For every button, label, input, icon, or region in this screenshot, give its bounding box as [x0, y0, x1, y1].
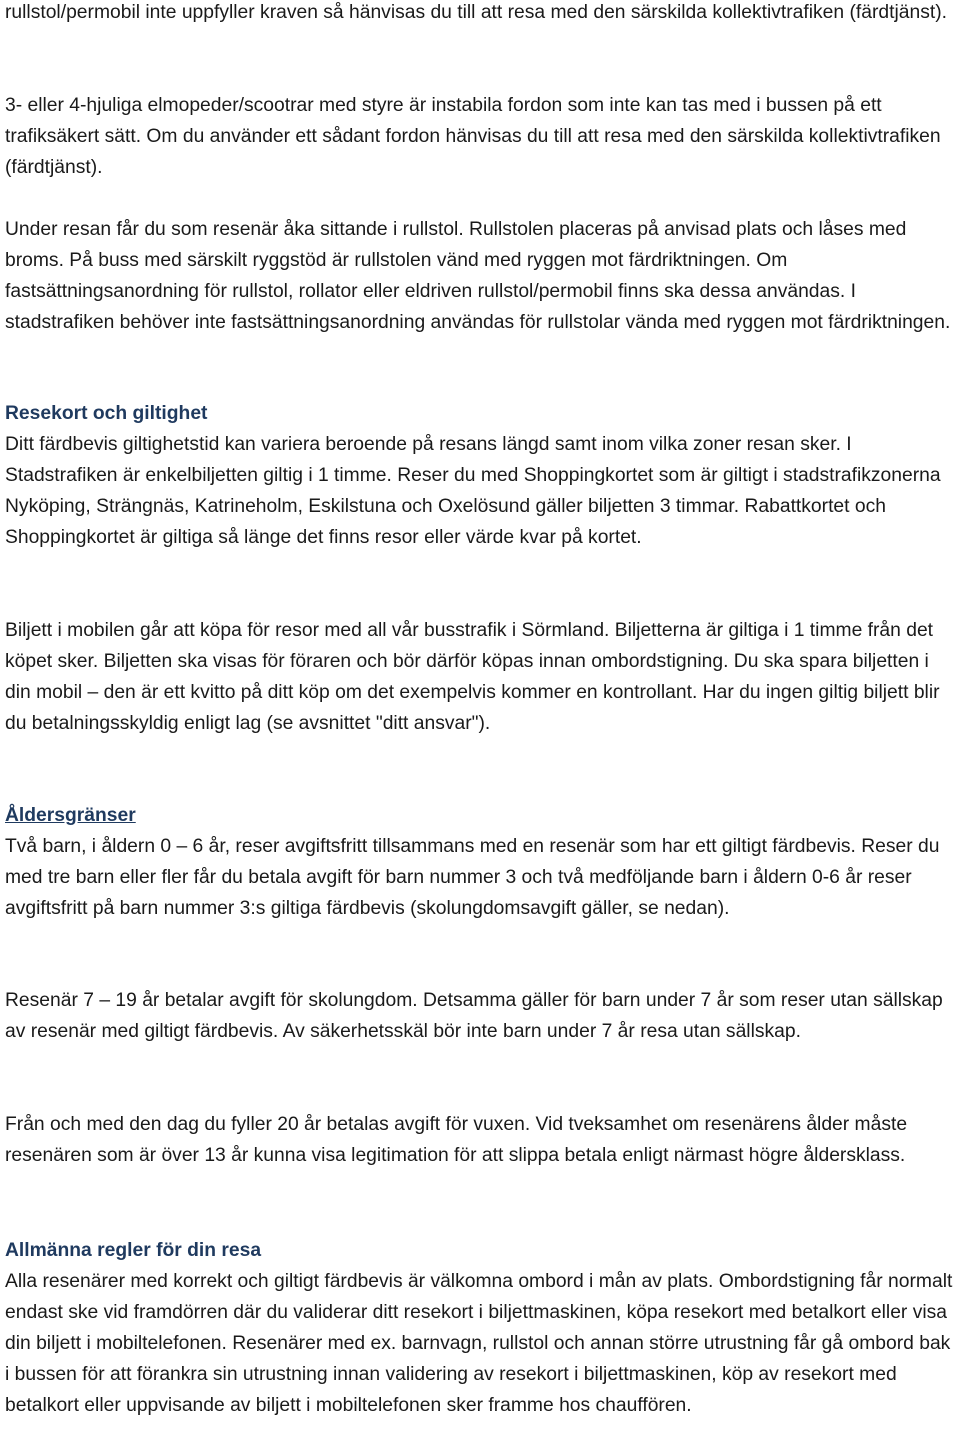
paragraph-mopeds-scooters: 3- eller 4-hjuliga elmopeder/scootrar med styre är instabila fordon som inte kan tas med i bussen på ett trafiksäkert sätt. Om du använder ett sådant fordon hänvisas du till att resa med den särskilda kollektivtrafiken (färdtjänst).: [5, 95, 941, 178]
paragraph-travel-in-wheelchair: Under resan får du som resenär åka sittande i rullstol. Rullstolen placeras på anvisad plats och låses med broms. På buss med särskilt ryggstöd är rullstolen vänd med ryggen mot färdriktningen. Om fastsättningsanordning för rullstol, rollator eller eldriven rullstol/permobil finns ska dessa användas. I stadstrafiken behöver inte fastsättningsanordning användas för rullstolar vända med ryggen mot färdriktningen.: [5, 219, 951, 333]
paragraph-adult-20: Från och med den dag du fyller 20 år betalas avgift för vuxen. Vid tveksamhet om resenärens ålder måste resenären som är över 13 år kunna visa legitimation för att slippa betala enligt närmast högre åldersklass.: [5, 1114, 908, 1166]
paragraph-wheelchair-requirements: rullstol/permobil inte uppfyller kraven så hänvisas du till att resa med den särskilda kollektivtrafiken (färdtjänst).: [5, 2, 947, 23]
paragraph-youth-7-19: Resenär 7 – 19 år betalar avgift för skolungdom. Detsamma gäller för barn under 7 år som reser utan sällskap av resenär med giltigt färdbevis. Av säkerhetsskäl bör inte barn under 7 år resa utan sällskap.: [5, 990, 943, 1042]
paragraph-children-0-6: Två barn, i åldern 0 – 6 år, reser avgiftsfritt tillsammans med en resenär som har ett giltigt färdbevis. Reser du med tre barn eller fler får du betala avgift för barn nummer 3 och två medföljande barn i åldern 0-6 år reser avgiftsfritt på barn nummer 3:s giltiga färdbevis (skolungdomsavgift gäller, se nedan).: [5, 836, 940, 919]
paragraph-validity-period: Ditt färdbevis giltighetstid kan variera beroende på resans längd samt inom vilka zoner resan sker. I Stadstrafiken är enkelbiljetten giltig i 1 timme. Reser du med Shoppingkortet som är giltigt i stadstrafikzonerna Nyköping, Strängnäs, Katrineholm, Eskilstuna och Oxelösund gäller biljetten 3 timmar. Rabattkortet och Shoppingkortet är giltiga så länge det finns resor eller värde kvar på kortet.: [5, 434, 941, 548]
heading-travel-card-validity: Resekort och giltighet: [5, 403, 208, 424]
paragraph-boarding-rules: Alla resenärer med korrekt och giltigt färdbevis är välkomna ombord i mån av plats. Ombordstigning får normalt endast ske vid framdörren där du validerar ditt resekort i biljettmaskinen, köpa resekort med betalkort eller visa din biljett i mobiltelefonen. Resenärer med ex. barnvagn, rullstol och annan större utrustning får gå ombord bak i bussen för att förankra sin utrustning innan validering av resekort i biljettmaskinen, köp av resekort med betalkort eller uppvisande av biljett i mobiltelefonen sker framme hos chauffören.: [5, 1271, 953, 1416]
paragraph-mobile-ticket: Biljett i mobilen går att köpa för resor med all vår busstrafik i Sörmland. Biljetterna är giltiga i 1 timme från det köpet sker. Biljetten ska visas för föraren och bör därför köpas innan ombordstigning. Du ska spara biljetten i din mobil – den är ett kvitto på ditt köp om det exempelvis kommer en kontrollant. Har du ingen giltig biljett blir du betalningsskyldig enligt lag (se avsnittet "ditt ansvar").: [5, 620, 940, 734]
heading-age-limits: Åldersgränser: [5, 805, 136, 826]
heading-general-rules: Allmänna regler för din resa: [5, 1240, 262, 1261]
